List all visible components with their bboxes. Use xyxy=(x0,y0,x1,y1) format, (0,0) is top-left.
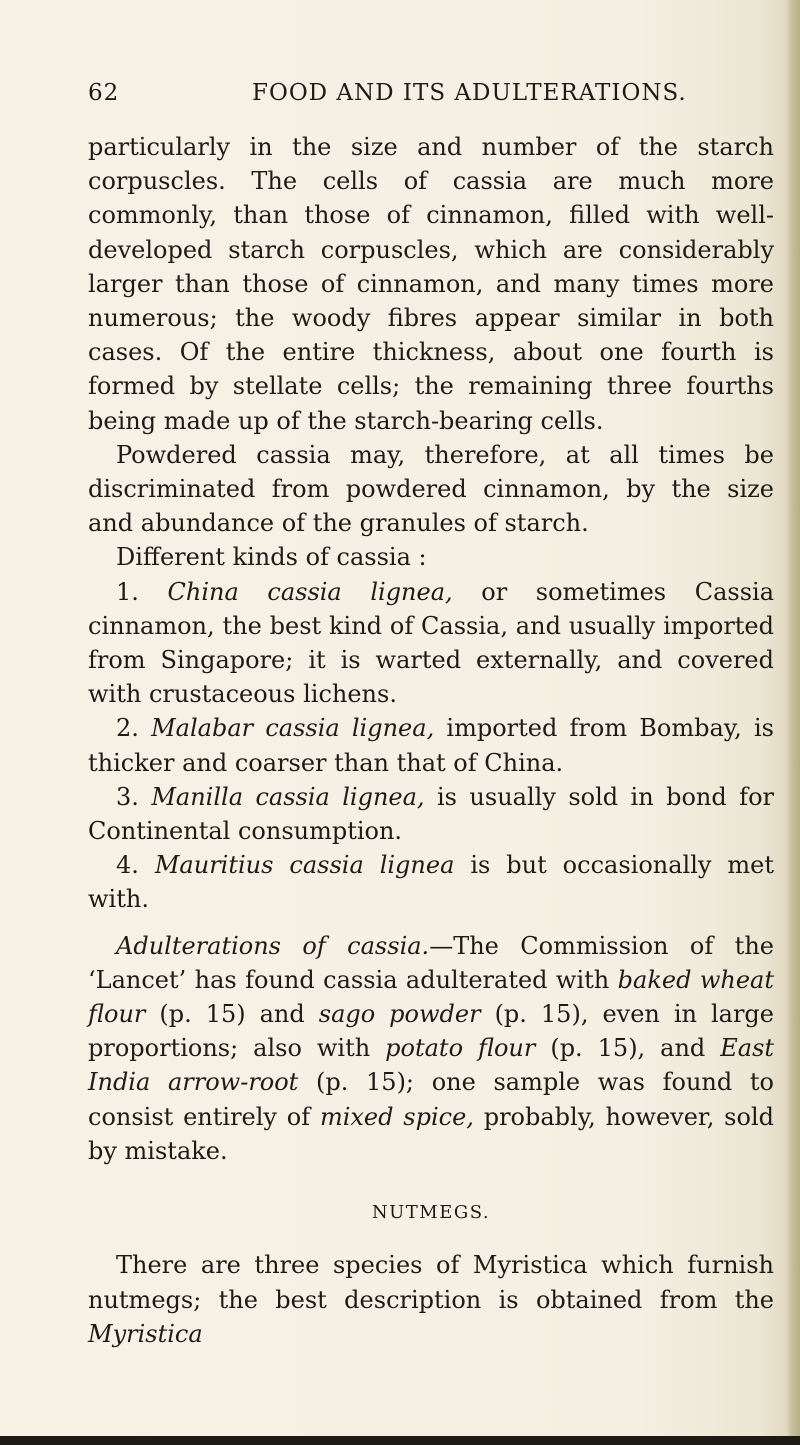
kind-number: 4. xyxy=(116,851,139,880)
text-run: (p. 15), even in large proportions; also with xyxy=(88,1000,775,1063)
kind-name: Manilla cassia lignea, xyxy=(151,782,425,811)
text-run: probably, however, sold by mistake. xyxy=(88,1102,774,1165)
text-run: —The Commission of the ‘Lancet’ has found cassia adulterated with xyxy=(88,931,774,994)
page-edge-shadow xyxy=(786,0,800,1445)
section-title-nutmegs: NUTMEGS. xyxy=(371,1202,491,1224)
paragraph-kinds-intro: Different kinds of cassia : xyxy=(116,543,427,572)
running-head: FOOD AND ITS ADULTERATIONS. xyxy=(252,80,687,106)
kind-name: China cassia lignea, xyxy=(167,577,453,606)
kind-text: or sometimes Cassia cinnamon, the best kind of Cassia, and usually imported from Singapore; it is warted externally, and covered with crustaceous lichens. xyxy=(88,577,775,709)
bottom-edge xyxy=(0,1436,800,1445)
kind-item-mauritius xyxy=(88,848,774,916)
kind-name: Mauritius cassia lignea xyxy=(154,851,455,880)
kind-number: 1. xyxy=(116,577,139,606)
paragraph-adulterations xyxy=(88,929,774,1168)
kind-text: imported from Bombay, is thicker and coarser than that of China. xyxy=(88,714,774,777)
kind-text: is but occasionally met with. xyxy=(88,851,774,914)
italic-run: potato flour xyxy=(385,1034,536,1063)
kind-item-manilla xyxy=(88,780,774,848)
page-header xyxy=(88,80,768,114)
paragraph-nutmegs xyxy=(88,1248,774,1351)
adulterations-heading: Adulterations of cassia. xyxy=(116,931,430,960)
text-run: (p. 15); one sample was found to consist entirely of xyxy=(88,1068,774,1131)
text-run: (p. 15) and xyxy=(145,1000,319,1029)
italic-run: Myristica xyxy=(88,1319,203,1348)
kind-item-china xyxy=(88,575,774,712)
page-number: 62 xyxy=(88,80,120,106)
italic-run: mixed spice, xyxy=(319,1102,474,1131)
italic-run: baked wheat flour xyxy=(88,965,774,1029)
text-run: There are three species of Myristica which furnish nutmegs; the best description is obtained from the xyxy=(88,1251,774,1314)
kind-number: 2. xyxy=(116,714,139,743)
kind-number: 3. xyxy=(116,782,139,811)
italic-run: sago powder xyxy=(318,1000,481,1029)
kind-item-malabar xyxy=(88,711,774,779)
spacer xyxy=(88,917,774,929)
italic-run: East India arrow-root xyxy=(88,1034,775,1097)
kind-text: is usually sold in bond for Continental consumption. xyxy=(88,782,774,846)
kind-name: Malabar cassia lignea, xyxy=(151,714,435,743)
text-run: (p. 15), and xyxy=(535,1034,721,1063)
body-text xyxy=(88,130,774,1351)
paragraph-starch: particularly in the size and number of the starch corpuscles. The cells of cassia are much more commonly, than those of cinnamon, filled with well-developed starch corpuscles, which are considerably larger than those of cinnamon, and many times more numerous; the woody fibres appear similar in both cases. Of the entire thickness, about one fourth is formed by stellate cells; the remaining three fourths being made up of the starch-bearing cells. xyxy=(88,133,774,435)
paragraph-powdered-cassia: Powdered cassia may, therefore, at all times be discriminated from powdered cinnamon, by the size and abundance of the granules of starch. xyxy=(88,440,774,538)
